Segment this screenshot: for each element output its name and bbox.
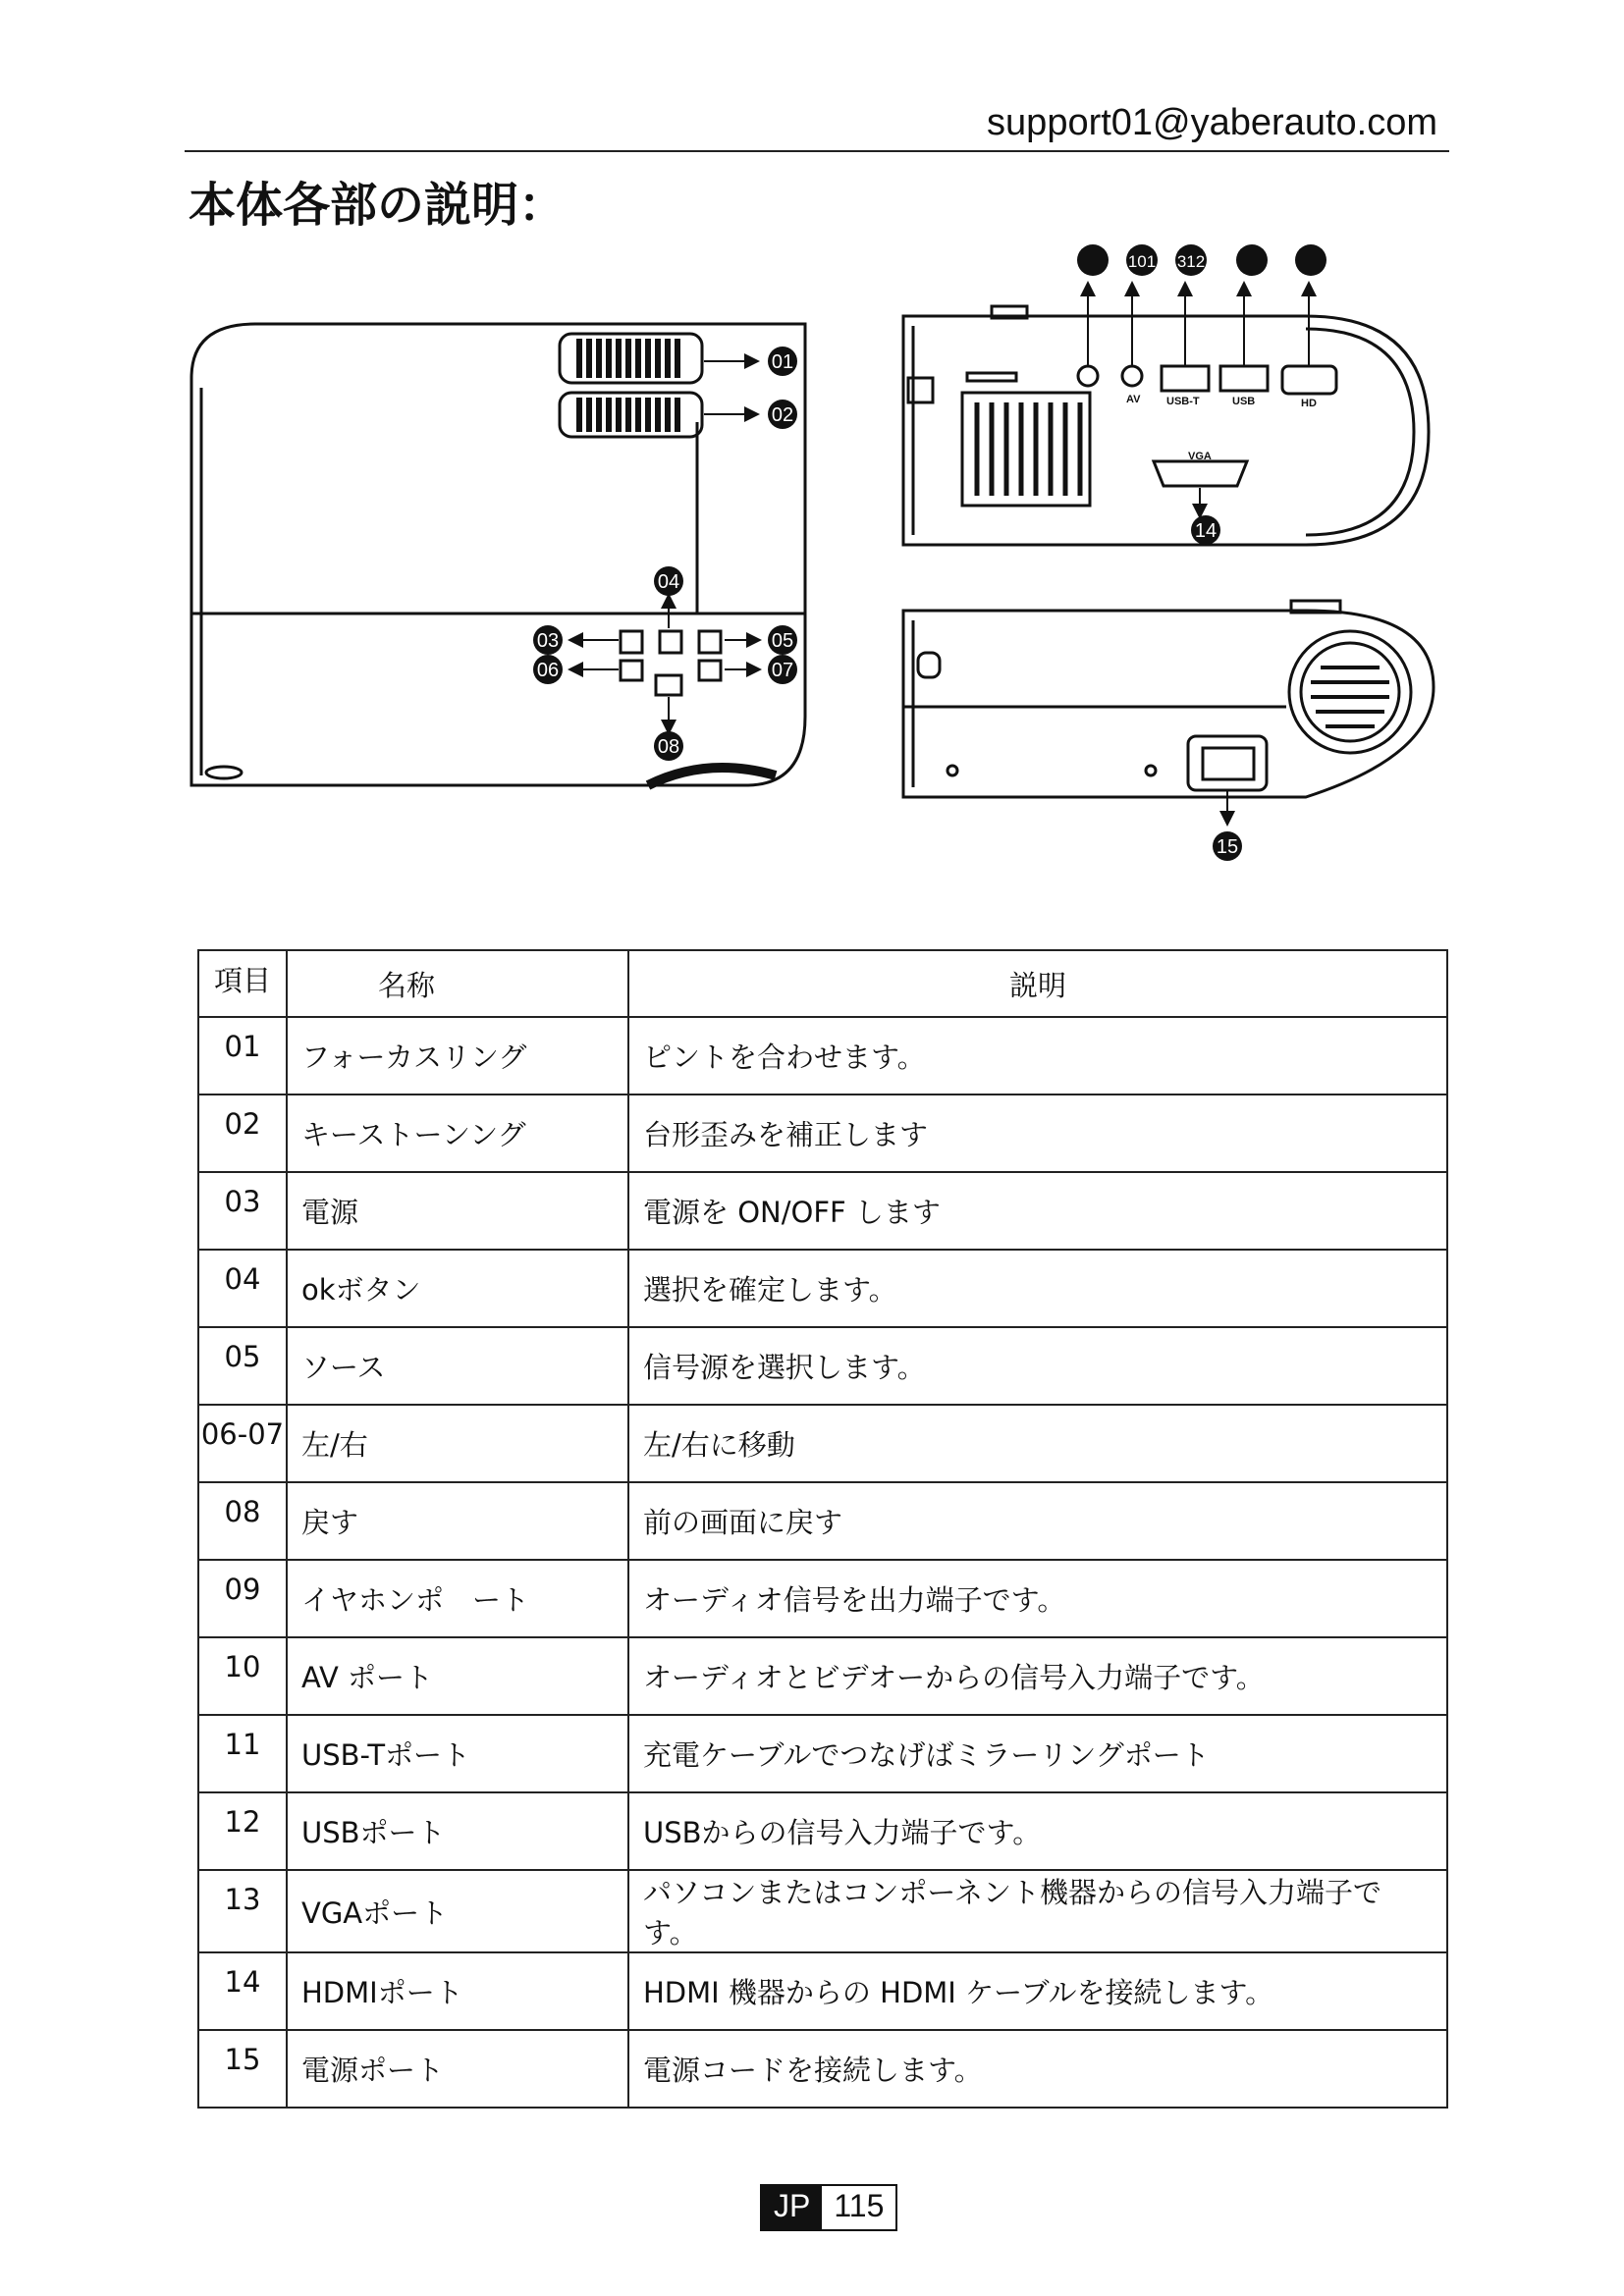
row-desc: 信号源を選択します。 — [628, 1327, 1447, 1405]
row-name: AV ポート — [287, 1637, 628, 1715]
table-row — [198, 1250, 1447, 1327]
support-email: support01@yaberauto.com — [987, 102, 1437, 143]
row-name: VGAポート — [287, 1870, 628, 1952]
port-label-usbt: USB-T — [1166, 396, 1200, 407]
table-row — [198, 1172, 1447, 1250]
table-row — [198, 1405, 1447, 1482]
port-label-vga: VGA — [1188, 451, 1212, 462]
callout-05-label: 05 — [771, 630, 794, 652]
projector-side-view — [903, 306, 1429, 545]
page-title: 本体各部の説明： — [189, 178, 567, 233]
row-name: フォーカスリング — [287, 1017, 628, 1095]
row-num: 06-07 — [198, 1405, 287, 1482]
row-num: 05 — [198, 1327, 287, 1405]
table-row — [198, 1560, 1447, 1637]
callout-04-label: 04 — [657, 571, 680, 593]
row-name: USBポート — [287, 1792, 628, 1870]
port-label-hd: HD — [1301, 398, 1317, 409]
row-desc: 選択を確定します。 — [628, 1250, 1447, 1327]
row-name: ソース — [287, 1327, 628, 1405]
callout-08-label: 08 — [657, 736, 680, 758]
port-label-usb: USB — [1232, 396, 1256, 407]
row-desc: USBからの信号入力端子です。 — [628, 1792, 1447, 1870]
callout-01-label: 01 — [771, 351, 794, 373]
callout-14-label: 14 — [1194, 520, 1218, 542]
row-num: 02 — [198, 1095, 287, 1172]
callout-13 — [1295, 244, 1326, 276]
row-num: 08 — [198, 1482, 287, 1560]
page-number-badge — [760, 2184, 897, 2231]
row-desc: 左/右に移動 — [628, 1405, 1447, 1482]
row-desc: ピントを合わせます。 — [628, 1017, 1447, 1095]
row-num: 12 — [198, 1792, 287, 1870]
row-desc: オーディオ信号を出力端子です。 — [628, 1560, 1447, 1637]
row-name: 左/右 — [287, 1405, 628, 1482]
table-row — [198, 2030, 1447, 2108]
row-name: 電源ポート — [287, 2030, 628, 2108]
row-desc: HDMI 機器からの HDMI ケーブルを接続します。 — [628, 1952, 1447, 2030]
header-name: 名称 — [287, 950, 628, 1017]
table-row — [198, 1637, 1447, 1715]
row-desc: パソコンまたはコンポーネント機器からの信号入力端子です。 — [628, 1870, 1447, 1952]
callout-10-label: 101 — [1127, 252, 1157, 271]
port-label-av: AV — [1126, 394, 1141, 405]
callout-12 — [1236, 244, 1268, 276]
row-name: HDMIポート — [287, 1952, 628, 2030]
table-row — [198, 1095, 1447, 1172]
row-desc: オーディオとビデオーからの信号入力端子です。 — [628, 1637, 1447, 1715]
row-num: 11 — [198, 1715, 287, 1792]
row-num: 03 — [198, 1172, 287, 1250]
row-desc: 前の画面に戻す — [628, 1482, 1447, 1560]
row-num: 01 — [198, 1017, 287, 1095]
table-row — [198, 1792, 1447, 1870]
row-name: 戻す — [287, 1482, 628, 1560]
port-labels — [1126, 394, 1317, 462]
row-name: USB-Tポート — [287, 1715, 628, 1792]
table-row — [198, 1870, 1447, 1952]
callout-02-label: 02 — [771, 404, 794, 426]
callout-15-label: 15 — [1216, 836, 1239, 858]
row-num: 14 — [198, 1952, 287, 2030]
projector-diagram — [0, 0, 1624, 883]
header-item: 項目 — [198, 950, 287, 1017]
table-header-row — [198, 950, 1447, 1017]
row-num: 15 — [198, 2030, 287, 2108]
row-num: 09 — [198, 1560, 287, 1637]
projector-top-view — [191, 324, 805, 785]
table-row — [198, 1482, 1447, 1560]
table-row — [198, 1715, 1447, 1792]
callout-03-label: 03 — [536, 630, 560, 652]
callout-07-label: 07 — [771, 660, 794, 681]
row-desc: 電源コードを接続します。 — [628, 2030, 1447, 2108]
projector-front-view — [903, 601, 1434, 797]
row-desc: 電源を ON/OFF します — [628, 1172, 1447, 1250]
table-row — [198, 1327, 1447, 1405]
row-num: 10 — [198, 1637, 287, 1715]
row-name: okボタン — [287, 1250, 628, 1327]
row-name: 電源 — [287, 1172, 628, 1250]
row-name: イヤホンポ ート — [287, 1560, 628, 1637]
callout-11-12-label: 312 — [1176, 252, 1206, 271]
callout-06-label: 06 — [536, 660, 560, 681]
callout-09 — [1077, 244, 1109, 276]
row-num: 04 — [198, 1250, 287, 1327]
parts-table — [197, 949, 1448, 2109]
row-desc: 充電ケーブルでつなげばミラーリングポート — [628, 1715, 1447, 1792]
page-number: 115 — [822, 2186, 895, 2229]
row-name: キーストーンング — [287, 1095, 628, 1172]
header-description: 説明 — [628, 950, 1447, 1017]
language-label: JP — [762, 2186, 822, 2229]
table-row — [198, 1017, 1447, 1095]
row-num: 13 — [198, 1870, 287, 1952]
table-row — [198, 1952, 1447, 2030]
row-desc: 台形歪みを補正します — [628, 1095, 1447, 1172]
